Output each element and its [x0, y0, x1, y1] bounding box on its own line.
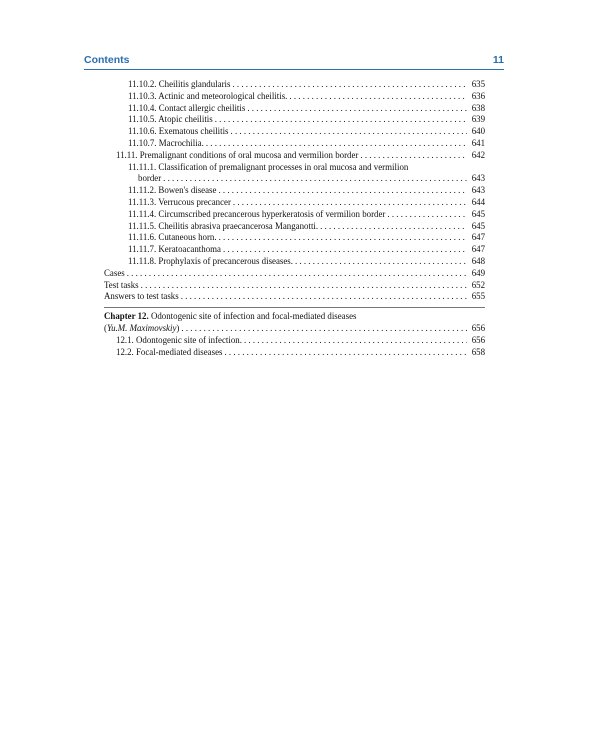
toc-entry[interactable]	[104, 150, 485, 162]
toc-entry-label: Test tasks	[104, 279, 139, 290]
toc-entry[interactable]	[104, 221, 485, 233]
toc-entry[interactable]	[104, 103, 485, 115]
toc-entry-chapter-12[interactable]	[104, 311, 485, 323]
toc-entry-label: 11.10.2. Cheilitis glandularis	[128, 79, 231, 89]
chapter-number: Chapter 12.	[104, 311, 149, 322]
toc-entry[interactable]	[104, 114, 485, 126]
dot-leader	[231, 126, 468, 138]
toc-entry[interactable]	[104, 347, 485, 359]
toc-entry-page: 643	[471, 185, 485, 196]
toc-entry-page: 643	[471, 173, 485, 184]
toc-entry[interactable]	[104, 79, 485, 91]
toc-entry-label: 12.1. Odontogenic site of infection.	[116, 334, 242, 345]
toc-entry[interactable]	[104, 162, 485, 174]
running-header	[84, 54, 504, 70]
toc-entry-label: 11.11.7. Keratoacanthoma	[128, 244, 221, 255]
toc-entry[interactable]	[104, 256, 485, 268]
toc-entry-chapter-12-author[interactable]	[104, 323, 485, 335]
toc-entry-label: 11.11.6. Cutaneous horn.	[128, 232, 217, 243]
toc-entry-label: 11.11.3. Verrucous precancer	[128, 196, 231, 207]
dot-leader	[218, 185, 467, 197]
toc-entry[interactable]	[104, 268, 485, 280]
toc-entry-page: 656	[471, 334, 485, 345]
chapter-separator	[104, 303, 485, 308]
toc-entry-label: 12.2. Focal-mediated diseases	[116, 346, 223, 357]
toc-entry[interactable]	[104, 173, 485, 185]
dot-leader	[360, 150, 467, 162]
dot-leader	[289, 91, 467, 103]
dot-leader	[247, 103, 467, 115]
toc-entry-page: 639	[471, 114, 485, 125]
dot-leader	[223, 244, 467, 256]
toc-entry-label: Answers to test tasks	[104, 291, 179, 302]
dot-leader	[387, 209, 467, 221]
chapter-author: Yu.M. Maximovskiy	[106, 322, 177, 333]
dot-leader	[244, 335, 467, 347]
toc-entry-page: 645	[471, 208, 485, 219]
toc-entry-label: 11.10.5. Atopic cheilitis	[128, 114, 213, 125]
dot-leader	[295, 256, 467, 268]
dot-leader	[219, 232, 467, 244]
toc-entry-page: 652	[471, 279, 485, 290]
toc-entry-label: border	[138, 173, 162, 184]
toc-entry-label: 11.10.3. Actinic and meteorological cheilitis.	[128, 90, 288, 101]
toc-entry-label	[104, 311, 356, 323]
dot-leader	[163, 173, 467, 185]
dot-leader	[320, 221, 467, 233]
dot-leader	[215, 114, 467, 126]
dot-leader	[224, 347, 467, 359]
author-paren-open: (	[104, 322, 107, 333]
toc-entry[interactable]	[104, 232, 485, 244]
toc-entry[interactable]	[104, 335, 485, 347]
toc-entry-label: 11.10.4. Contact allergic cheilitis	[128, 102, 246, 113]
toc-entry-page: 656	[471, 322, 485, 333]
toc-entry[interactable]	[104, 126, 485, 138]
toc-entry-label: 11.11.8. Prophylaxis of precancerous diseases.	[128, 255, 293, 266]
toc-entry-label: 11.11.2. Bowen's disease	[128, 185, 217, 196]
toc-entry-page: 649	[471, 267, 485, 278]
toc-entry-page: 658	[471, 346, 485, 357]
dot-leader	[141, 280, 467, 292]
toc-section-chapter-12	[104, 335, 485, 359]
toc-entry-label: 11.11.1. Classification of premalignant processes in oral mucosa and vermilion	[128, 161, 409, 172]
toc-entry-label: Cases	[104, 267, 125, 278]
dot-leader	[181, 291, 467, 303]
toc-entry[interactable]	[104, 91, 485, 103]
toc-entry[interactable]	[104, 244, 485, 256]
toc-entry-page: 647	[471, 232, 485, 243]
toc-entry[interactable]	[104, 280, 485, 292]
toc-entry-label: 11.11.5. Cheilitis abrasiva praecancerosa Manganotti.	[128, 220, 319, 231]
table-of-contents	[104, 79, 485, 358]
toc-entry-label: 11.10.6. Exematous cheilitis	[128, 126, 229, 137]
toc-entry[interactable]	[104, 209, 485, 221]
toc-entry-page: 642	[471, 149, 485, 160]
toc-entry[interactable]	[104, 197, 485, 209]
toc-entry-page: 640	[471, 126, 485, 137]
dot-leader	[206, 138, 467, 150]
dot-leader	[233, 197, 467, 209]
toc-entry-page: 644	[471, 196, 485, 207]
toc-entry-page: 655	[471, 291, 485, 302]
toc-entry-label	[104, 323, 179, 335]
header-rule	[84, 69, 504, 70]
toc-section-chapter-11	[104, 79, 485, 303]
running-header-page-number: 11	[492, 54, 504, 66]
toc-entry-page: 645	[471, 220, 485, 231]
dot-leader	[181, 323, 467, 335]
toc-entry-page: 638	[471, 102, 485, 113]
toc-entry-page: 636	[471, 90, 485, 101]
toc-entry[interactable]	[104, 185, 485, 197]
toc-entry[interactable]	[104, 291, 485, 303]
toc-entry[interactable]	[104, 138, 485, 150]
toc-entry-label: 11.11. Premalignant conditions of oral mucosa and vermilion border	[116, 149, 359, 160]
chapter-title: Odontogenic site of infection and focal-mediated diseases	[148, 311, 357, 322]
dot-leader	[127, 268, 467, 280]
running-header-title: Contents	[84, 54, 130, 66]
toc-entry-page: 641	[471, 137, 485, 148]
toc-entry-label: 11.11.4. Circumscribed precancerous hyperkeratosis of vermilion border	[128, 208, 386, 219]
toc-entry-label: 11.10.7. Macrochilia.	[128, 137, 204, 148]
toc-entry-page: 648	[471, 255, 485, 266]
author-paren-close: )	[176, 322, 180, 333]
toc-entry-page: 647	[471, 244, 485, 255]
dot-leader	[232, 79, 467, 91]
toc-entry-page: 635	[471, 79, 485, 89]
